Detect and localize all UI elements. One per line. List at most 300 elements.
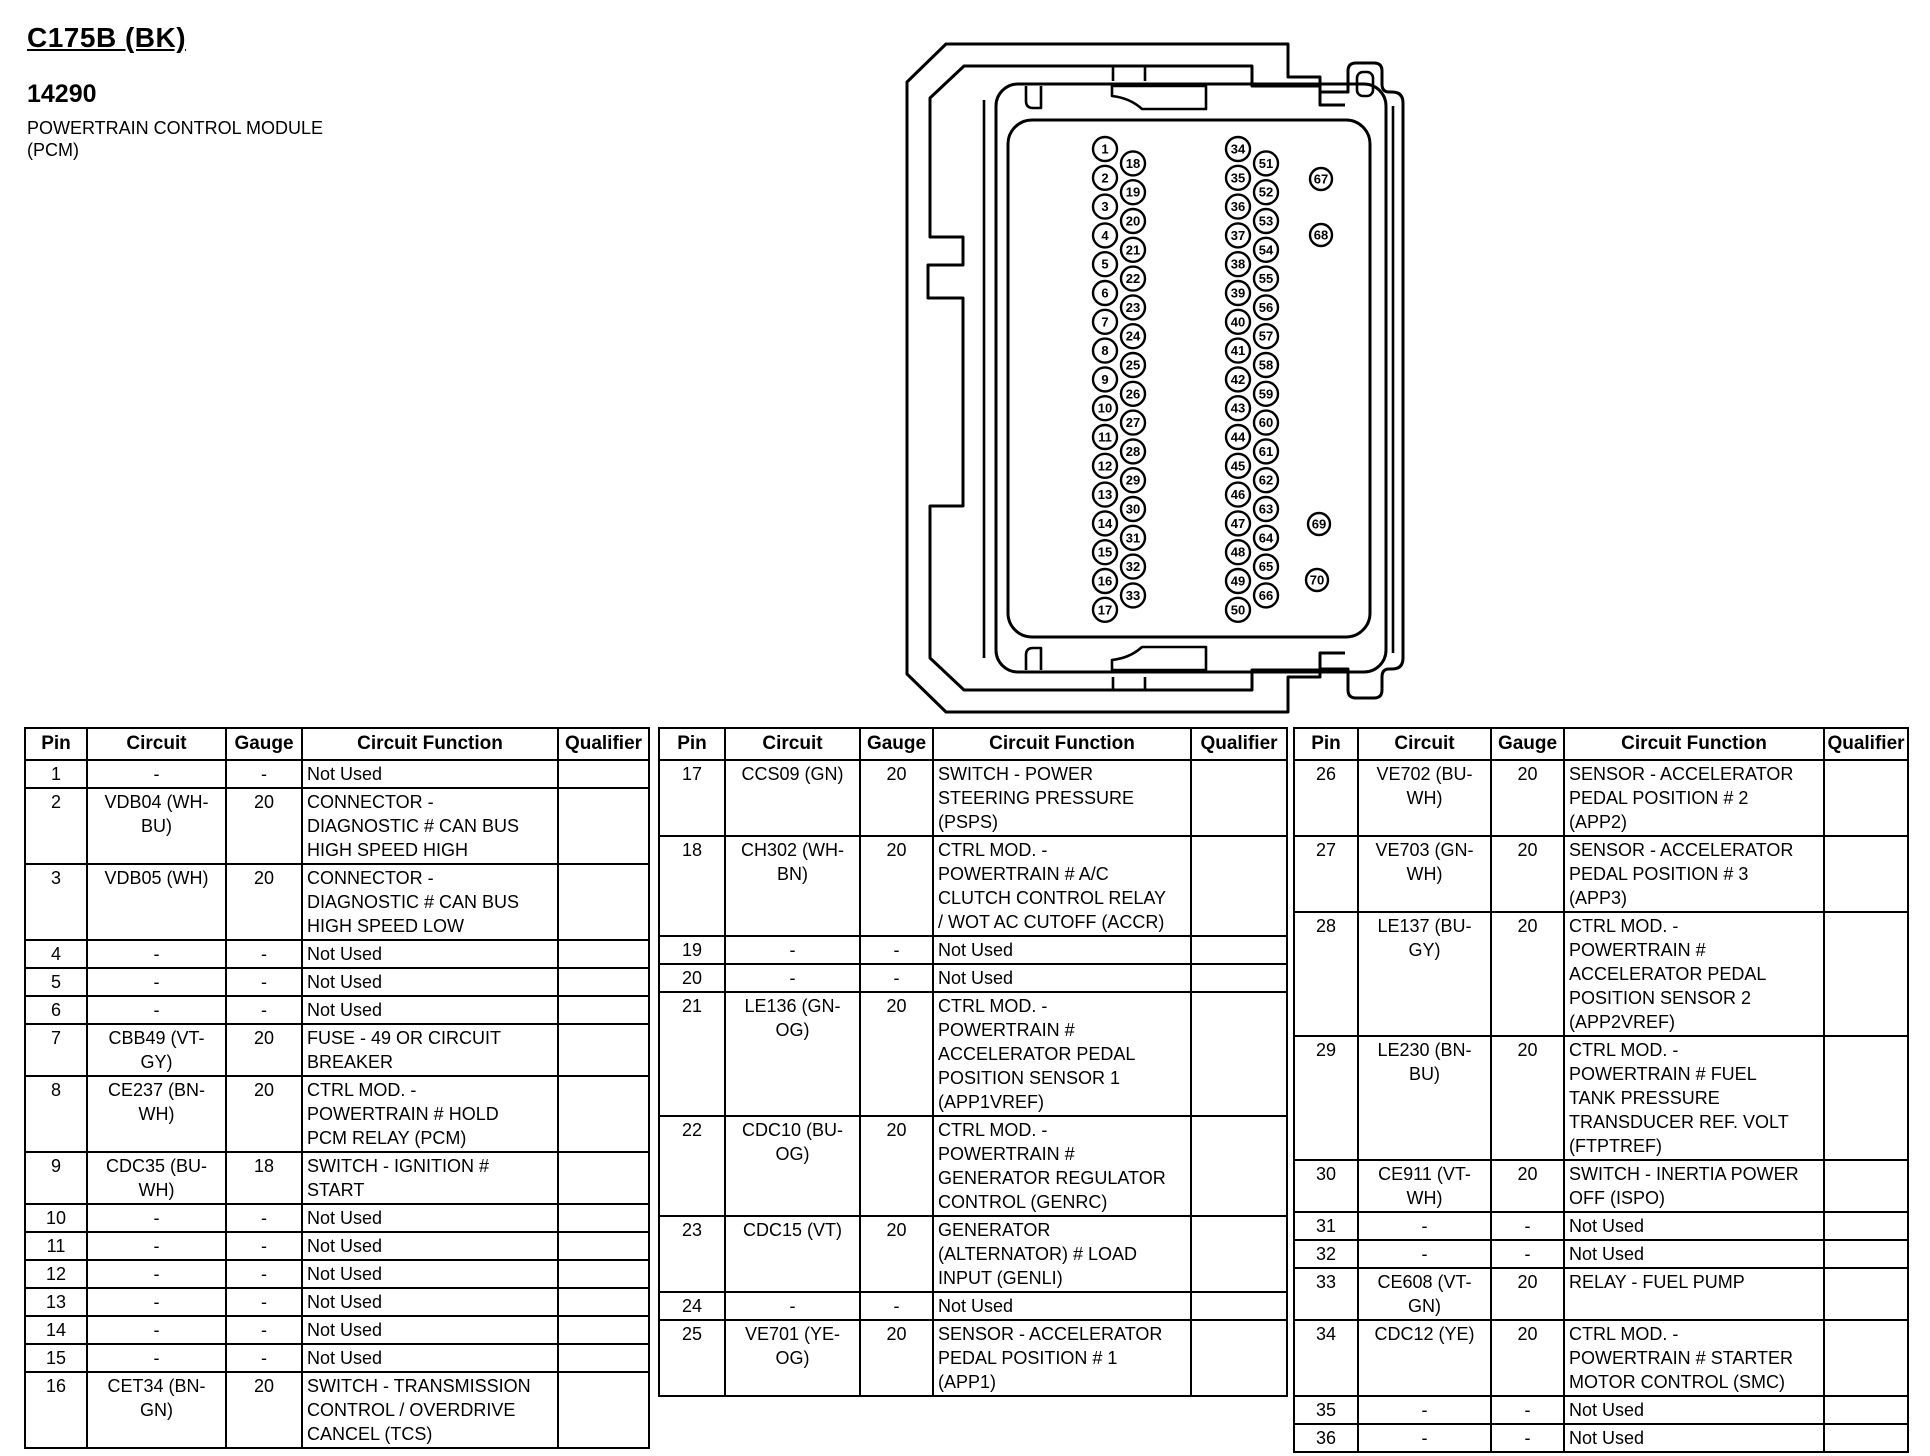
- qualifier-cell: [558, 1076, 649, 1152]
- function-cell: CTRL MOD. - POWERTRAIN # GENERATOR REGULATOR CONTROL (GENRC): [933, 1116, 1191, 1216]
- connector-pin: [1121, 382, 1145, 406]
- qualifier-cell: [1191, 964, 1287, 992]
- circuit-cell: LE136 (GN-OG): [725, 992, 860, 1116]
- connector-pin: [1226, 425, 1250, 449]
- connector-pin: [1121, 468, 1145, 492]
- connector-pin: [1226, 540, 1250, 564]
- function-cell: RELAY - FUEL PUMP: [1564, 1268, 1824, 1320]
- pin-number: 24: [1125, 328, 1141, 344]
- connector-pin: [1254, 583, 1278, 607]
- column-header-circuit: Circuit: [725, 728, 860, 760]
- table-row: [25, 1204, 649, 1232]
- pin-number: 48: [1230, 544, 1246, 560]
- table-row: [1294, 1268, 1908, 1320]
- circuit-cell: -: [87, 760, 226, 788]
- gauge-cell: 20: [1491, 836, 1564, 912]
- function-cell: Not Used: [302, 760, 558, 788]
- table-row: [1294, 1424, 1908, 1452]
- pinout-table-pins-1-16: [24, 727, 650, 1449]
- connector-pin: [1306, 569, 1328, 591]
- doc-header: [27, 22, 323, 161]
- qualifier-cell: [1191, 1320, 1287, 1396]
- shroud-top-hook: [1026, 86, 1041, 108]
- pin-number: 21: [1125, 242, 1141, 258]
- pin-number: 62: [1258, 472, 1274, 488]
- pin-number: 12: [1097, 458, 1113, 474]
- qualifier-cell: [1824, 1320, 1908, 1396]
- shroud-bottom-cutout: [1112, 647, 1206, 670]
- gauge-cell: 20: [860, 1216, 933, 1292]
- pin-cell: 8: [25, 1076, 87, 1152]
- table-row: [25, 1372, 649, 1448]
- circuit-cell: -: [87, 1232, 226, 1260]
- pin-number: 6: [1101, 285, 1109, 301]
- pin-number: 65: [1258, 559, 1274, 575]
- table-row: [659, 1216, 1287, 1292]
- pin-number: 67: [1313, 171, 1329, 187]
- connector-pin: [1121, 353, 1145, 377]
- circuit-cell: -: [1358, 1396, 1491, 1424]
- gauge-cell: 20: [860, 992, 933, 1116]
- table-row: [1294, 1240, 1908, 1268]
- circuit-cell: LE137 (BU-GY): [1358, 912, 1491, 1036]
- function-cell: Not Used: [302, 1316, 558, 1344]
- qualifier-cell: [558, 1204, 649, 1232]
- connector-pin: [1254, 526, 1278, 550]
- component-name: [27, 117, 323, 161]
- pin-number: 2: [1101, 170, 1109, 186]
- connector-pin: [1226, 195, 1250, 219]
- circuit-cell: -: [1358, 1212, 1491, 1240]
- gauge-cell: -: [1491, 1240, 1564, 1268]
- connector-pin: [1226, 339, 1250, 363]
- qualifier-cell: [558, 968, 649, 996]
- table-row: [659, 1320, 1287, 1396]
- qualifier-cell: [558, 788, 649, 864]
- qualifier-cell: [1824, 912, 1908, 1036]
- gauge-cell: -: [1491, 1396, 1564, 1424]
- function-cell: Not Used: [933, 1292, 1191, 1320]
- function-cell: Not Used: [1564, 1240, 1824, 1268]
- connector-pin: [1093, 281, 1117, 305]
- circuit-cell: VE701 (YE-OG): [725, 1320, 860, 1396]
- circuit-cell: -: [87, 1204, 226, 1232]
- pin-cell: 31: [1294, 1212, 1358, 1240]
- pin-number: 36: [1230, 199, 1246, 215]
- table-row: [659, 760, 1287, 836]
- pin-number: 46: [1230, 487, 1246, 503]
- connector-pins: [1093, 137, 1332, 622]
- connector-pin: [1093, 195, 1117, 219]
- connector-pin: [1121, 526, 1145, 550]
- gauge-cell: -: [226, 1260, 302, 1288]
- connector-pin: [1093, 166, 1117, 190]
- pin-number: 1: [1101, 141, 1109, 157]
- pin-number: 45: [1230, 458, 1246, 474]
- function-cell: CTRL MOD. - POWERTRAIN # A/C CLUTCH CONTROL RELAY / WOT AC CUTOFF (ACCR): [933, 836, 1191, 936]
- connector-pin: [1121, 411, 1145, 435]
- connector-pin: [1254, 209, 1278, 233]
- gauge-cell: -: [226, 1316, 302, 1344]
- function-cell: Not Used: [302, 1260, 558, 1288]
- pin-number: 61: [1258, 443, 1274, 459]
- circuit-cell: CDC15 (VT): [725, 1216, 860, 1292]
- pin-number: 68: [1313, 227, 1329, 243]
- column-header-qualifier: Qualifier: [558, 728, 649, 760]
- pin-cell: 30: [1294, 1160, 1358, 1212]
- circuit-cell: CDC35 (BU-WH): [87, 1152, 226, 1204]
- connector-pin: [1254, 468, 1278, 492]
- shroud-top-cutout: [1112, 86, 1206, 109]
- pin-number: 38: [1230, 256, 1246, 272]
- pin-number: 37: [1230, 227, 1246, 243]
- function-cell: Not Used: [302, 1232, 558, 1260]
- pin-number: 52: [1258, 184, 1274, 200]
- pin-number: 23: [1125, 299, 1141, 315]
- pin-cell: 4: [25, 940, 87, 968]
- function-cell: CTRL MOD. - POWERTRAIN # ACCELERATOR PEDAL POSITION SENSOR 2 (APP2VREF): [1564, 912, 1824, 1036]
- pin-cell: 10: [25, 1204, 87, 1232]
- gauge-cell: 20: [226, 864, 302, 940]
- pin-cell: 32: [1294, 1240, 1358, 1268]
- pin-cell: 2: [25, 788, 87, 864]
- component-name-line2: (PCM): [27, 140, 79, 160]
- circuit-cell: -: [87, 1260, 226, 1288]
- gauge-cell: -: [860, 936, 933, 964]
- connector-outer-shell: [907, 44, 1403, 712]
- qualifier-cell: [1191, 760, 1287, 836]
- connector-pin: [1254, 295, 1278, 319]
- qualifier-cell: [558, 864, 649, 940]
- pin-cell: 7: [25, 1024, 87, 1076]
- table-row: [659, 1292, 1287, 1320]
- qualifier-cell: [558, 1152, 649, 1204]
- pin-cell: 23: [659, 1216, 725, 1292]
- gauge-cell: 20: [860, 836, 933, 936]
- pin-cell: 17: [659, 760, 725, 836]
- pin-number: 16: [1097, 573, 1113, 589]
- pin-cell: 33: [1294, 1268, 1358, 1320]
- pin-number: 35: [1230, 170, 1246, 186]
- pin-cell: 20: [659, 964, 725, 992]
- gauge-cell: 20: [226, 1372, 302, 1448]
- function-cell: Not Used: [1564, 1424, 1824, 1452]
- gauge-cell: -: [226, 1344, 302, 1372]
- table-row: [659, 964, 1287, 992]
- function-cell: SWITCH - INERTIA POWER OFF (ISPO): [1564, 1160, 1824, 1212]
- pcm-connector-drawing: [900, 28, 1420, 718]
- table-row: [25, 1260, 649, 1288]
- pin-number: 25: [1125, 357, 1141, 373]
- function-cell: CONNECTOR - DIAGNOSTIC # CAN BUS HIGH SPEED LOW: [302, 864, 558, 940]
- connector-pin: [1093, 310, 1117, 334]
- table-row: [1294, 912, 1908, 1036]
- pin-number: 69: [1311, 516, 1327, 532]
- pin-number: 51: [1258, 155, 1274, 171]
- table-header-row: [25, 728, 649, 760]
- gauge-cell: 20: [1491, 912, 1564, 1036]
- circuit-cell: LE230 (BN-BU): [1358, 1036, 1491, 1160]
- pin-number: 29: [1125, 472, 1141, 488]
- connector-pin: [1093, 569, 1117, 593]
- pin-number: 20: [1125, 213, 1141, 229]
- table-row: [1294, 1160, 1908, 1212]
- gauge-cell: -: [226, 1204, 302, 1232]
- table-header-row: [659, 728, 1287, 760]
- table-row: [659, 1116, 1287, 1216]
- table-row: [25, 996, 649, 1024]
- connector-pin: [1121, 555, 1145, 579]
- pin-cell: 35: [1294, 1396, 1358, 1424]
- function-cell: SWITCH - TRANSMISSION CONTROL / OVERDRIVE CANCEL (TCS): [302, 1372, 558, 1448]
- pin-cell: 13: [25, 1288, 87, 1316]
- circuit-cell: -: [87, 940, 226, 968]
- pinout-table-pins-17-25: [658, 727, 1288, 1397]
- connector-pin: [1308, 513, 1330, 535]
- circuit-cell: -: [87, 1344, 226, 1372]
- connector-pin: [1121, 583, 1145, 607]
- pin-cell: 25: [659, 1320, 725, 1396]
- table-row: [1294, 760, 1908, 836]
- circuit-cell: -: [87, 1288, 226, 1316]
- pin-cavity: [1008, 120, 1370, 637]
- circuit-cell: CE608 (VT-GN): [1358, 1268, 1491, 1320]
- connector-pin: [1093, 511, 1117, 535]
- column-header-pin: Pin: [1294, 728, 1358, 760]
- table-row: [25, 940, 649, 968]
- table-row: [25, 968, 649, 996]
- pin-cell: 27: [1294, 836, 1358, 912]
- connector-pin: [1254, 324, 1278, 348]
- pin-number: 70: [1309, 572, 1325, 588]
- pin-number: 27: [1125, 415, 1141, 431]
- qualifier-cell: [558, 1316, 649, 1344]
- gauge-cell: -: [226, 940, 302, 968]
- function-cell: Not Used: [302, 1344, 558, 1372]
- gauge-cell: 20: [1491, 1036, 1564, 1160]
- pin-number: 63: [1258, 501, 1274, 517]
- function-cell: Not Used: [933, 964, 1191, 992]
- function-cell: Not Used: [1564, 1212, 1824, 1240]
- qualifier-cell: [1191, 1292, 1287, 1320]
- connector-pin: [1254, 238, 1278, 262]
- circuit-cell: CDC10 (BU-OG): [725, 1116, 860, 1216]
- function-cell: SWITCH - IGNITION # START: [302, 1152, 558, 1204]
- pin-number: 8: [1101, 343, 1109, 359]
- function-cell: Not Used: [302, 940, 558, 968]
- table-row: [25, 1152, 649, 1204]
- function-cell: Not Used: [302, 1288, 558, 1316]
- pin-number: 54: [1258, 242, 1274, 258]
- pin-number: 4: [1101, 227, 1109, 243]
- pin-cell: 14: [25, 1316, 87, 1344]
- table-row: [25, 788, 649, 864]
- column-header-pin: Pin: [659, 728, 725, 760]
- connector-pin: [1226, 483, 1250, 507]
- circuit-cell: CDC12 (YE): [1358, 1320, 1491, 1396]
- table-row: [25, 1232, 649, 1260]
- function-cell: SENSOR - ACCELERATOR PEDAL POSITION # 2 (APP2): [1564, 760, 1824, 836]
- connector-pin: [1310, 168, 1332, 190]
- connector-pin: [1121, 238, 1145, 262]
- qualifier-cell: [1191, 836, 1287, 936]
- pin-cell: 1: [25, 760, 87, 788]
- gauge-cell: 20: [1491, 1268, 1564, 1320]
- pin-cell: 24: [659, 1292, 725, 1320]
- pin-cell: 22: [659, 1116, 725, 1216]
- column-header-qualifier: Qualifier: [1191, 728, 1287, 760]
- column-header-qualifier: Qualifier: [1824, 728, 1908, 760]
- table-row: [659, 992, 1287, 1116]
- pin-cell: 19: [659, 936, 725, 964]
- component-name-line1: POWERTRAIN CONTROL MODULE: [27, 118, 324, 138]
- connector-pin: [1093, 598, 1117, 622]
- table-row: [1294, 836, 1908, 912]
- table-row: [25, 1344, 649, 1372]
- connector-pin: [1121, 267, 1145, 291]
- connector-pin: [1121, 151, 1145, 175]
- column-header-circuit-function: Circuit Function: [933, 728, 1191, 760]
- function-cell: Not Used: [1564, 1396, 1824, 1424]
- connector-pin: [1226, 281, 1250, 305]
- pin-number: 66: [1258, 587, 1274, 603]
- connector-pin: [1226, 454, 1250, 478]
- pin-number: 49: [1230, 573, 1246, 589]
- function-cell: FUSE - 49 OR CIRCUIT BREAKER: [302, 1024, 558, 1076]
- circuit-cell: -: [87, 968, 226, 996]
- table-row: [25, 1316, 649, 1344]
- circuit-cell: CBB49 (VT-GY): [87, 1024, 226, 1076]
- table-row: [25, 1024, 649, 1076]
- pin-number: 32: [1125, 559, 1141, 575]
- connector-pin: [1093, 252, 1117, 276]
- table-row: [25, 760, 649, 788]
- pin-number: 22: [1125, 271, 1141, 287]
- column-header-gauge: Gauge: [1491, 728, 1564, 760]
- circuit-cell: VDB05 (WH): [87, 864, 226, 940]
- connector-pin: [1093, 483, 1117, 507]
- circuit-cell: CE911 (VT-WH): [1358, 1160, 1491, 1212]
- table-row: [1294, 1396, 1908, 1424]
- gauge-cell: 20: [1491, 1320, 1564, 1396]
- pin-number: 10: [1097, 400, 1113, 416]
- pin-number: 60: [1258, 415, 1274, 431]
- function-cell: SENSOR - ACCELERATOR PEDAL POSITION # 1 (APP1): [933, 1320, 1191, 1396]
- pin-number: 34: [1230, 141, 1246, 157]
- connector-pin: [1226, 569, 1250, 593]
- pin-cell: 18: [659, 836, 725, 936]
- function-cell: SWITCH - POWER STEERING PRESSURE (PSPS): [933, 760, 1191, 836]
- gauge-cell: 20: [226, 1024, 302, 1076]
- connector-pin: [1226, 511, 1250, 535]
- table-row: [1294, 1212, 1908, 1240]
- pin-number: 13: [1097, 487, 1113, 503]
- gauge-cell: 20: [860, 1116, 933, 1216]
- gauge-cell: -: [860, 1292, 933, 1320]
- connector-pin: [1226, 367, 1250, 391]
- gauge-cell: -: [860, 964, 933, 992]
- qualifier-cell: [558, 760, 649, 788]
- function-cell: Not Used: [933, 936, 1191, 964]
- qualifier-cell: [1824, 1036, 1908, 1160]
- circuit-cell: -: [1358, 1240, 1491, 1268]
- gauge-cell: -: [1491, 1424, 1564, 1452]
- connector-pin: [1121, 497, 1145, 521]
- connector-pin: [1121, 209, 1145, 233]
- connector-pin: [1093, 223, 1117, 247]
- pin-number: 53: [1258, 213, 1274, 229]
- pin-number: 40: [1230, 314, 1246, 330]
- table-row: [659, 936, 1287, 964]
- connector-pin: [1226, 598, 1250, 622]
- qualifier-cell: [558, 1372, 649, 1448]
- function-cell: CTRL MOD. - POWERTRAIN # ACCELERATOR PEDAL POSITION SENSOR 1 (APP1VREF): [933, 992, 1191, 1116]
- gauge-cell: -: [226, 1288, 302, 1316]
- pin-number: 64: [1258, 530, 1274, 546]
- circuit-cell: CET34 (BN-GN): [87, 1372, 226, 1448]
- pin-number: 31: [1125, 530, 1141, 546]
- qualifier-cell: [558, 1344, 649, 1372]
- connector-pin: [1121, 324, 1145, 348]
- gauge-cell: 20: [1491, 1160, 1564, 1212]
- gauge-cell: -: [226, 968, 302, 996]
- function-cell: Not Used: [302, 968, 558, 996]
- circuit-cell: -: [87, 996, 226, 1024]
- table-row: [1294, 1036, 1908, 1160]
- function-cell: Not Used: [302, 996, 558, 1024]
- column-header-circuit: Circuit: [1358, 728, 1491, 760]
- connector-pin: [1226, 252, 1250, 276]
- pin-cell: 16: [25, 1372, 87, 1448]
- connector-pin: [1254, 382, 1278, 406]
- qualifier-cell: [1191, 992, 1287, 1116]
- pin-cell: 12: [25, 1260, 87, 1288]
- part-number: 14290: [27, 80, 97, 108]
- circuit-cell: VDB04 (WH-BU): [87, 788, 226, 864]
- pin-number: 33: [1125, 587, 1141, 603]
- qualifier-cell: [1824, 1424, 1908, 1452]
- circuit-cell: -: [725, 936, 860, 964]
- pin-cell: 34: [1294, 1320, 1358, 1396]
- table-header-row: [1294, 728, 1908, 760]
- column-header-circuit: Circuit: [87, 728, 226, 760]
- pinout-table-pins-26-36: [1293, 727, 1909, 1453]
- connector-pin: [1254, 353, 1278, 377]
- gauge-cell: 20: [226, 1076, 302, 1152]
- connector-pin: [1093, 339, 1117, 363]
- column-header-pin: Pin: [25, 728, 87, 760]
- qualifier-cell: [1191, 1116, 1287, 1216]
- pin-number: 19: [1125, 184, 1141, 200]
- circuit-cell: -: [87, 1316, 226, 1344]
- qualifier-cell: [558, 1024, 649, 1076]
- pin-cell: 26: [1294, 760, 1358, 836]
- gauge-cell: -: [1491, 1212, 1564, 1240]
- connector-pin: [1226, 396, 1250, 420]
- column-header-circuit-function: Circuit Function: [302, 728, 558, 760]
- pin-cell: 11: [25, 1232, 87, 1260]
- pin-number: 9: [1101, 371, 1109, 387]
- connector-pin: [1226, 137, 1250, 161]
- table-row: [659, 836, 1287, 936]
- pin-number: 56: [1258, 299, 1274, 315]
- gauge-cell: -: [226, 996, 302, 1024]
- pin-number: 5: [1101, 256, 1109, 272]
- pin-number: 50: [1230, 602, 1246, 618]
- qualifier-cell: [1824, 1212, 1908, 1240]
- connector-pin: [1254, 555, 1278, 579]
- circuit-cell: CE237 (BN-WH): [87, 1076, 226, 1152]
